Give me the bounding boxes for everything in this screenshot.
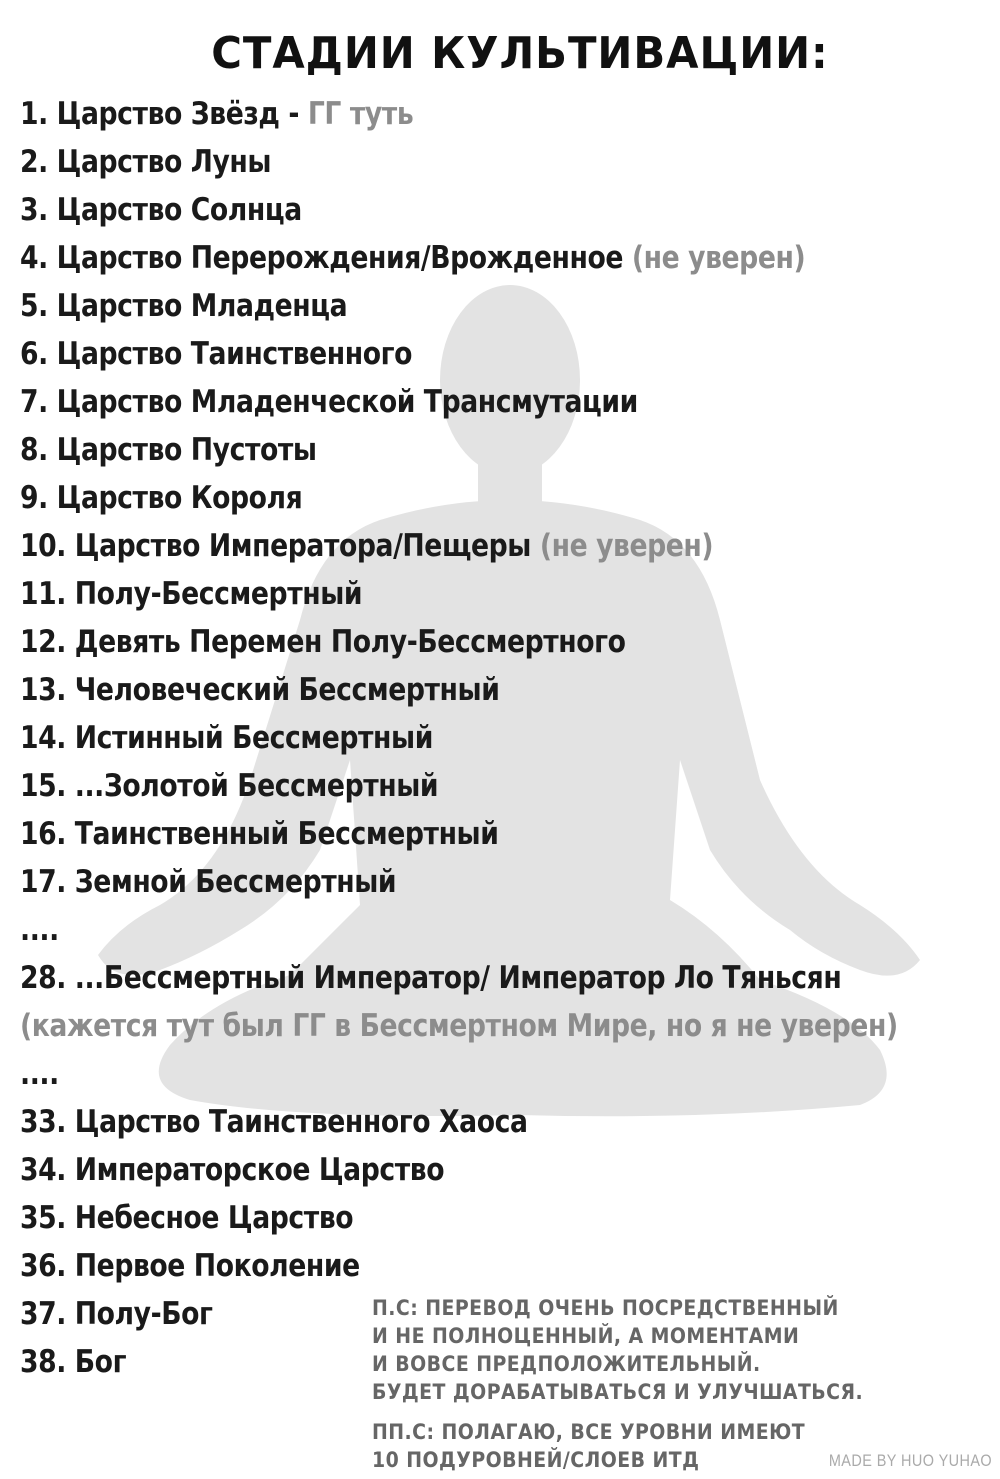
stage-name: 11. Полу-Бессмертный [20, 576, 363, 612]
list-item [20, 288, 347, 324]
stage-name: 14. Истинный Бессмертный [20, 720, 433, 756]
stage-name: 7. Царство Младенческой Трансмутации [20, 384, 638, 420]
stage-name: 10. Царство Императора/Пещеры [20, 528, 540, 564]
list-item [20, 864, 396, 900]
stage-name: 12. Девять Перемен Полу-Бессмертного [20, 624, 626, 660]
ps-note-1 [372, 1294, 863, 1406]
stage-note: (не уверен) [539, 528, 714, 564]
page-title: СТАДИИ КУЛЬТИВАЦИИ: [211, 28, 829, 79]
list-item [20, 1104, 528, 1140]
stage-name: 17. Земной Бессмертный [20, 864, 397, 900]
list-item [20, 96, 413, 132]
stage-name: 37. Полу-Бог [20, 1296, 213, 1332]
list-item [20, 192, 302, 228]
list-item [20, 144, 271, 180]
stage-note: ГГ туть [307, 96, 414, 132]
stage-name: 34. Императорское Царство [20, 1152, 445, 1188]
stage-name: 1. Царство Звёзд - [20, 96, 308, 132]
list-item [20, 576, 362, 612]
stage-name: 6. Царство Таинственного [20, 336, 413, 372]
list-item [20, 768, 438, 804]
stage-note: (кажется тут был ГГ в Бессмертном Мире, но я не уверен) [20, 1008, 898, 1044]
ps-line: И ВОВСЕ ПРЕДПОЛОЖИТЕЛЬНЫЙ. [372, 1352, 761, 1376]
stage-name: 33. Царство Таинственного Хаоса [20, 1104, 528, 1140]
list-item [20, 960, 841, 996]
list-item [20, 816, 498, 852]
stage-name: 28. ...Бессмертный Император/ Император Ло Тяньсян [20, 960, 842, 996]
stage-name: .... [20, 1056, 59, 1092]
stage-name: 9. Царство Короля [20, 480, 303, 516]
list-item [20, 1296, 213, 1332]
list-item [20, 672, 499, 708]
list-item [20, 720, 433, 756]
list-item [20, 432, 317, 468]
stage-name: 3. Царство Солнца [20, 192, 302, 228]
list-item [20, 1008, 898, 1044]
list-item [20, 480, 302, 516]
list-item [20, 912, 59, 948]
list-item [20, 1344, 126, 1380]
ps-line: 10 ПОДУРОВНЕЙ/СЛОЕВ ИТД [372, 1448, 700, 1472]
list-item [20, 336, 412, 372]
list-item [20, 528, 713, 564]
list-item [20, 1056, 59, 1092]
ps-line: ПП.С: ПОЛАГАЮ, ВСЕ УРОВНИ ИМЕЮТ [372, 1420, 806, 1444]
ps-note-2 [372, 1418, 805, 1474]
list-item [20, 1152, 444, 1188]
list-item [20, 1248, 360, 1284]
stage-name: 16. Таинственный Бессмертный [20, 816, 499, 852]
stage-name: 2. Царство Луны [20, 144, 272, 180]
stage-name: 5. Царство Младенца [20, 288, 348, 324]
stage-name: 13. Человеческий Бессмертный [20, 672, 500, 708]
list-item [20, 1200, 353, 1236]
stage-name: 38. Бог [20, 1344, 127, 1380]
stage-name: 8. Царство Пустоты [20, 432, 317, 468]
stage-note: (не уверен) [631, 240, 806, 276]
stage-name: .... [20, 912, 59, 948]
stage-name: 35. Небесное Царство [20, 1200, 354, 1236]
ps-line: П.С: ПЕРЕВОД ОЧЕНЬ ПОСРЕДСТВЕННЫЙ [372, 1296, 839, 1320]
list-item [20, 240, 805, 276]
list-item [20, 384, 638, 420]
list-item [20, 624, 626, 660]
stage-name: 15. ...Золотой Бессмертный [20, 768, 439, 804]
stage-name: 4. Царство Перерождения/Врожденное [20, 240, 632, 276]
ps-line: БУДЕТ ДОРАБАТЫВАТЬСЯ И УЛУЧШАТЬСЯ. [372, 1380, 864, 1404]
author-credit: MADE BY HUO YUHAO [828, 1451, 992, 1470]
stage-name: 36. Первое Поколение [20, 1248, 360, 1284]
ps-line: И НЕ ПОЛНОЦЕННЫЙ, А МОМЕНТАМИ [372, 1324, 800, 1348]
